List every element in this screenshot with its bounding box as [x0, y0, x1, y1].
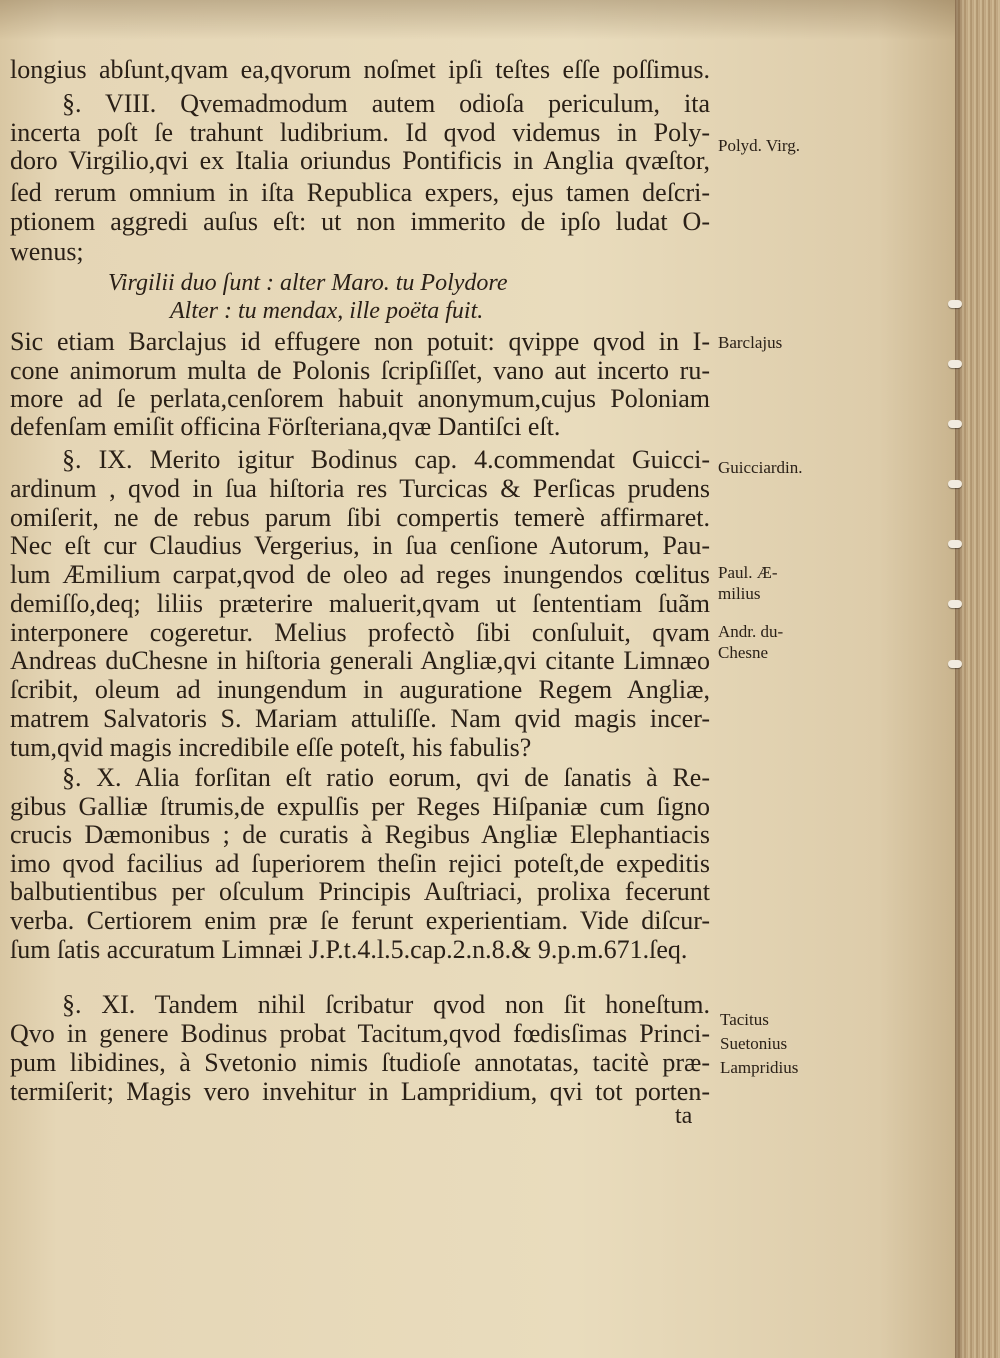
text-line: tum,qvid magis incredibile eſſe poteſt, his fabulis? — [10, 733, 532, 762]
text-line: termiſerit; Magis vero invehitur in Lampridium, qvi tot porten- — [10, 1077, 710, 1106]
margin-note-paul-line2: milius — [718, 584, 761, 603]
text-line: ſcribit, oleum ad inungendum in auguratione Regem Angliæ, — [10, 675, 710, 704]
margin-note-lampridius: Lampridius — [720, 1058, 799, 1077]
margin-note-paul-line1: Paul. Æ- — [718, 563, 778, 582]
text-line: §. XI. Tandem nihil ſcribatur qvod non ſit honeſtum. — [62, 990, 710, 1019]
margin-note-guicciardin: Guicciardin. — [718, 458, 803, 477]
text-line: Sic etiam Barclajus id effugere non potuit: qvippe qvod in I- — [10, 327, 710, 356]
text-line: defenſam emiſit officina Förſteriana,qvæ Dantiſci eſt. — [10, 412, 561, 441]
text-line: Qvo in genere Bodinus probat Tacitum,qvod fœdisſimas Princi- — [10, 1019, 710, 1048]
margin-note-andr-line1: Andr. du- — [718, 622, 784, 641]
text-line: ardinum , qvod in ſua hiſtoria res Turcicas & Perſicas prudens — [10, 474, 710, 503]
text-line: ptionem aggredi auſus eſt: ut non immerito de ipſo ludat O- — [10, 207, 710, 236]
text-line: Nec eſt cur Claudius Vergerius, in ſua cenſione Autorum, Pau- — [10, 531, 710, 560]
text-line: §. X. Alia forſitan eſt ratio eorum, qvi de ſanatis à Re- — [62, 763, 710, 792]
text-line: demiſſo,deq; liliis præterire maluerit,qvam ut ſententiam ſuãm — [10, 589, 710, 618]
page-stack-edge — [955, 0, 1000, 1358]
margin-note-polyd: Polyd. Virg. — [718, 136, 800, 155]
margin-note-tacitus: Tacitus — [720, 1010, 769, 1029]
text-line: wenus; — [10, 237, 84, 266]
text-line: crucis Dæmonibus ; de curatis à Regibus Angliæ Elephantiacis — [10, 820, 710, 849]
verse-line: Virgilii duo ſunt : alter Maro. tu Polydore — [108, 270, 508, 296]
verse-line: Alter : tu mendax, ille poëta fuit. — [170, 298, 484, 324]
margin-note-andr-line2: Chesne — [718, 643, 769, 662]
text-line: incerta poſt ſe trahunt ludibrium. Id qvod videmus in Poly- — [10, 118, 710, 147]
text-line: Andreas duChesne in hiſtoria generali Angliæ,qvi citante Limnæo — [10, 646, 710, 675]
text-line: gibus Galliæ ſtrumis,de expulſis per Reges Hiſpaniæ cum ſigno — [10, 792, 710, 821]
text-line: doro Virgilio,qvi ex Italia oriundus Pontificis in Anglia qvæſtor, — [10, 146, 710, 175]
binding-ties — [948, 0, 958, 1358]
page-top-shadow — [0, 0, 955, 40]
margin-note-barclajus: Barclajus — [718, 333, 783, 352]
text-line: more ad ſe perlata,cenſorem habuit anonymum,cujus Poloniam — [10, 384, 710, 413]
text-line: interponere cogeretur. Melius profectò ſibi conſuluit, qvam — [10, 618, 710, 647]
catchword: ta — [675, 1103, 693, 1129]
text-line: lum Æmilium carpat,qvod de oleo ad reges inungendos cœlitus — [10, 560, 710, 589]
text-line: verba. Certiorem enim præ ſe ferunt experientiam. Vide diſcur- — [10, 906, 710, 935]
text-line: matrem Salvatoris S. Mariam attuliſſe. Nam qvid magis incer- — [10, 704, 710, 733]
text-line: omiſerit, ne de rebus parum ſibi compertis temerè affirmaret. — [10, 503, 710, 532]
text-line: ſed rerum omnium in iſta Republica expers, ejus tamen deſcri- — [10, 178, 710, 207]
text-line: longius abſunt,qvam ea,qvorum noſmet ipſi teſtes eſſe poſſimus. — [10, 55, 710, 84]
text-line: ſum ſatis accuratum Limnæi J.P.t.4.l.5.cap.2.n.8.& 9.p.m.671.ſeq. — [10, 935, 688, 964]
text-line: pum libidines, à Svetonio nimis ſtudioſe annotatas, tacitè præ- — [10, 1048, 710, 1077]
text-line: cone animorum multa de Polonis ſcripſiſſet, vano aut incerto ru- — [10, 356, 710, 385]
text-line: §. IX. Merito igitur Bodinus cap. 4.commendat Guicci- — [62, 445, 710, 474]
text-line: §. VIII. Qvemadmodum autem odioſa periculum, ita — [62, 89, 710, 118]
text-line: imo qvod facilius ad ſuperiorem theſin rejici poteſt,de expeditis — [10, 849, 710, 878]
text-line: balbutientibus per oſculum Principis Auſtriaci, prolixa fecerunt — [10, 877, 710, 906]
margin-note-suetonius: Suetonius — [720, 1034, 788, 1053]
